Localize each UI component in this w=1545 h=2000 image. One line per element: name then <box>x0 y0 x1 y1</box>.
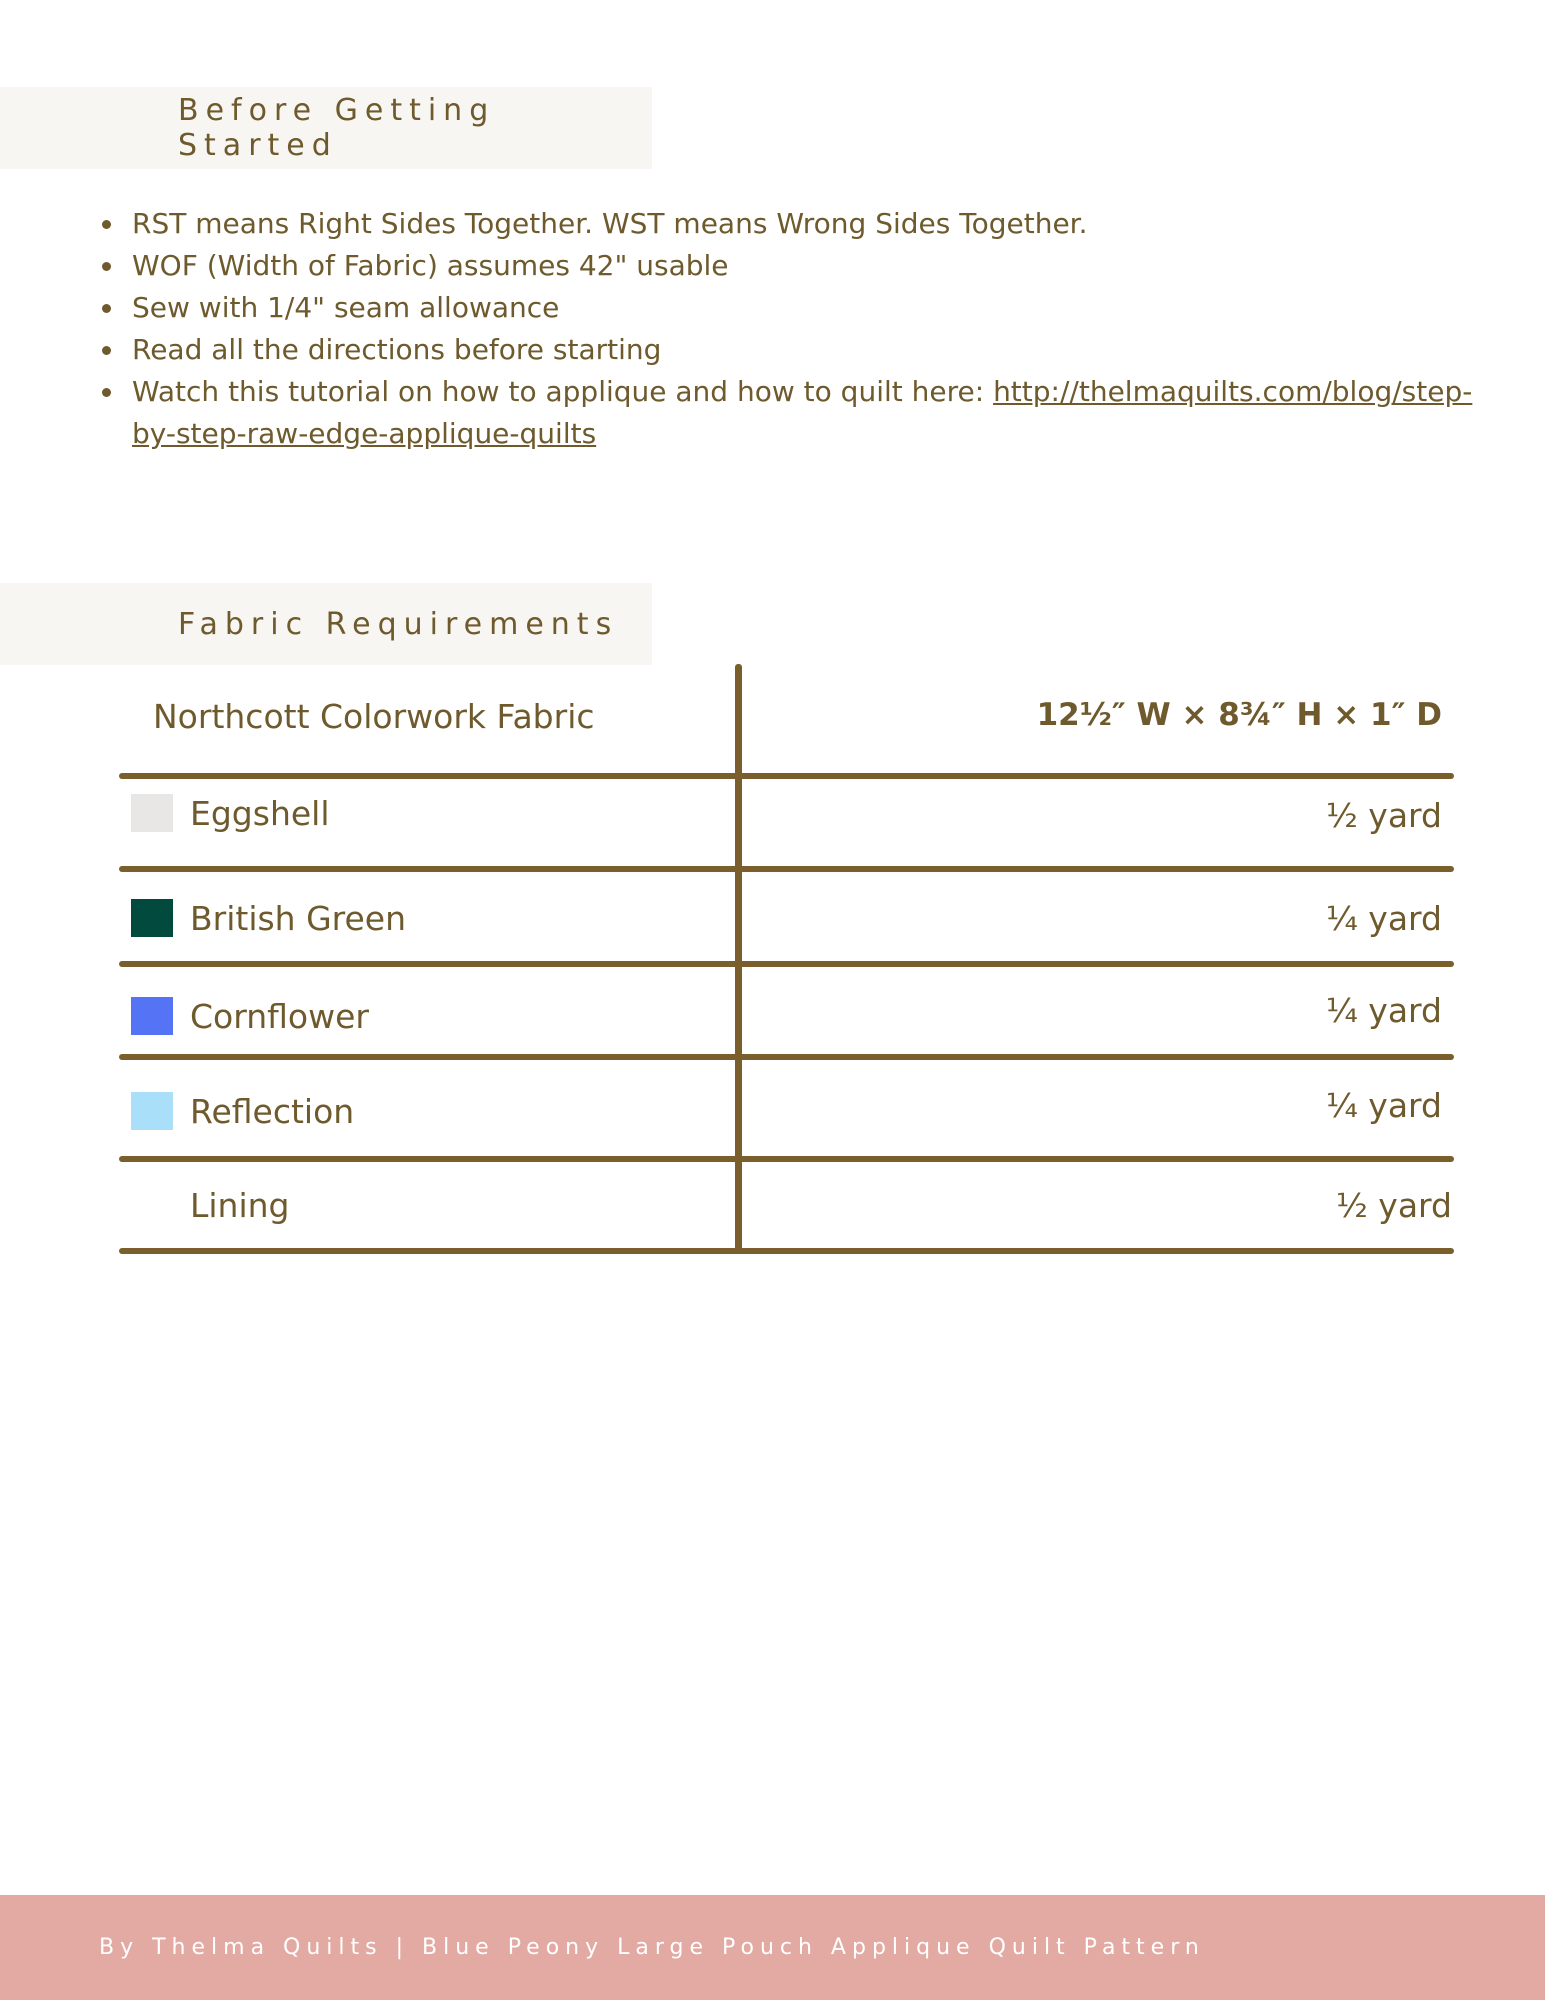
table-row-divider <box>119 773 1454 779</box>
footer-bar <box>0 1895 1545 2000</box>
fabric-amount: ¼ yard <box>1325 898 1442 938</box>
section-header-before-getting-started <box>0 87 652 169</box>
cornflower-swatch <box>131 997 173 1035</box>
section-title: Fabric Requirements <box>178 606 619 642</box>
table-row-divider <box>119 1156 1454 1162</box>
table-bottom-border <box>119 1248 1454 1254</box>
fabric-name: British Green <box>190 898 407 938</box>
section-header-fabric-requirements <box>0 583 652 665</box>
fabric-name: Cornflower <box>190 996 369 1036</box>
table-header-dimensions: 12½″ W × 8¾″ H × 1″ D <box>1036 697 1442 733</box>
fabric-amount: ¼ yard <box>1325 990 1442 1030</box>
list-item: WOF (Width of Fabric) assumes 42" usable <box>132 245 1492 287</box>
reflection-swatch <box>131 1092 173 1130</box>
table-row <box>131 1086 354 1136</box>
table-header-fabric-line: Northcott Colorwork Fabric <box>153 697 595 736</box>
list-item <box>132 371 1492 455</box>
table-row <box>131 788 330 838</box>
british-green-swatch <box>131 899 173 937</box>
list-item: RST means Right Sides Together. WST means Wrong Sides Together. <box>132 203 1492 245</box>
fabric-amount: ¼ yard <box>1325 1085 1442 1125</box>
section-title: Before Getting Started <box>178 93 496 163</box>
tutorial-link[interactable]: http://thelmaquilts.com/blog/step-by-step-raw-edge-applique-quilts <box>132 375 1473 450</box>
table-row <box>131 893 406 943</box>
fabric-amount: ½ yard <box>1325 795 1442 835</box>
fabric-amount: ½ yard <box>1335 1185 1452 1225</box>
table-row <box>131 991 369 1041</box>
fabric-name: Eggshell <box>190 793 330 833</box>
table-row-divider <box>119 866 1454 872</box>
fabric-name: Reflection <box>190 1091 355 1131</box>
list-item: Read all the directions before starting <box>132 329 1492 371</box>
eggshell-swatch <box>131 794 173 832</box>
table-column-divider <box>735 664 742 1252</box>
tutorial-text: Watch this tutorial on how to applique and how to quilt here: <box>132 375 994 408</box>
notes-list <box>95 203 1492 455</box>
fabric-name: Lining <box>190 1185 290 1225</box>
footer-text: By Thelma Quilts | Blue Peony Large Pouch Applique Quilt Pattern <box>99 1935 1205 1960</box>
list-item: Sew with 1/4" seam allowance <box>132 287 1492 329</box>
table-row <box>131 1180 290 1230</box>
table-row-divider <box>119 961 1454 967</box>
table-row-divider <box>119 1054 1454 1060</box>
